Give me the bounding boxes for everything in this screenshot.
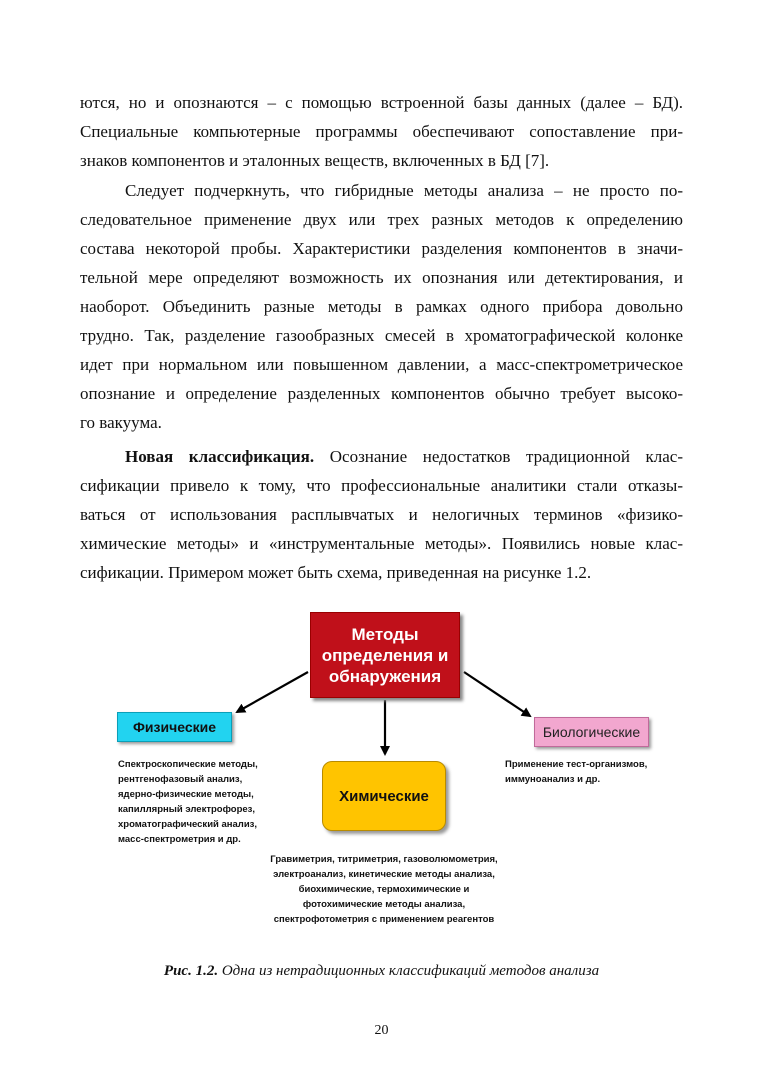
physical-methods-box: Физические: [117, 712, 232, 742]
text-line: наоборот. Объединить разные методы в рамках одного прибора довольно: [80, 297, 683, 316]
text-line: сификации. Примером может быть схема, приведенная на рисунке 1.2.: [80, 563, 592, 582]
list-item: спектрофотометрия с применением реагентов: [273, 914, 495, 925]
list-item: иммуноанализ и др.: [505, 774, 601, 785]
chemical-methods-list: [262, 852, 506, 927]
caption-label: Рис. 1.2.: [163, 963, 219, 979]
text-line: опознание и определение разделенных компонентов обычно требует высоко-: [80, 384, 683, 403]
list-item: капиллярный электрофорез,: [118, 804, 256, 815]
figure-caption: [0, 963, 763, 980]
text-line: состава некоторой пробы. Характеристики разделения компонентов в значи-: [80, 239, 683, 258]
text-line: ваться от использования расплывчатых и нелогичных терминов «физико-: [80, 505, 683, 524]
biological-methods-list: [505, 757, 647, 787]
list-item: фотохимические методы анализа,: [302, 899, 466, 910]
page-number: 20: [374, 1023, 389, 1038]
text-line: Следует подчеркнуть, что гибридные методы анализа – не просто по-: [125, 181, 683, 200]
text-line: сификации привело к тому, что профессиональные аналитики стали отказы-: [80, 476, 683, 495]
list-item: рентгенофазовый анализ,: [118, 774, 243, 785]
text-line: химические методы» и «инструментальные методы». Появились новые клас-: [80, 534, 683, 553]
section-heading: Новая классификация.: [125, 447, 315, 466]
list-item: ядерно-физические методы,: [118, 789, 254, 800]
list-item: Гравиметрия, титриметрия, газоволюмометрия,: [270, 854, 498, 865]
text-line: трудно. Так, разделение газообразных смесей в хроматографической колонке: [80, 326, 683, 345]
list-item: биохимические, термохимические и: [298, 884, 470, 895]
main-box-line: обнаружения: [328, 666, 442, 686]
chemical-methods-box: Химические: [322, 761, 446, 831]
text-line: идет при нормальном или повышенном давлении, а масс-спектрометрическое: [80, 355, 683, 374]
list-item: электроанализ, кинетические методы анализа,: [273, 869, 495, 880]
text-line: следовательное применение двух или трех разных методов к определению: [80, 210, 683, 229]
list-item: хроматографический анализ,: [118, 819, 258, 830]
text-line: го вакуума.: [80, 413, 162, 432]
main-box-line: определения и: [321, 645, 449, 665]
biological-methods-box: Биологические: [534, 717, 649, 747]
text-line: тельной мере определяют возможность их опознания или детектирования, и: [80, 268, 683, 287]
text-line: Специальные компьютерные программы обеспечивают сопоставление при-: [80, 122, 683, 141]
arrow-to-physical: [237, 672, 308, 712]
main-methods-box: [310, 612, 460, 698]
caption-text: Одна из нетрадиционных классификаций методов анализа: [218, 963, 600, 979]
arrow-to-biological: [464, 672, 530, 716]
text-run: Осознание недостатков традиционной клас-: [314, 447, 684, 466]
list-item: масс-спектрометрия и др.: [118, 834, 241, 845]
text-line: знаков компонентов и эталонных веществ, включенных в БД [7].: [80, 151, 550, 170]
list-item: Спектроскопические методы,: [118, 759, 258, 770]
physical-methods-list: [118, 757, 258, 847]
list-item: Применение тест-организмов,: [505, 759, 648, 770]
main-box-line: Методы: [351, 624, 419, 644]
text-line: ются, но и опознаются – с помощью встроенной базы данных (далее – БД).: [80, 93, 683, 112]
